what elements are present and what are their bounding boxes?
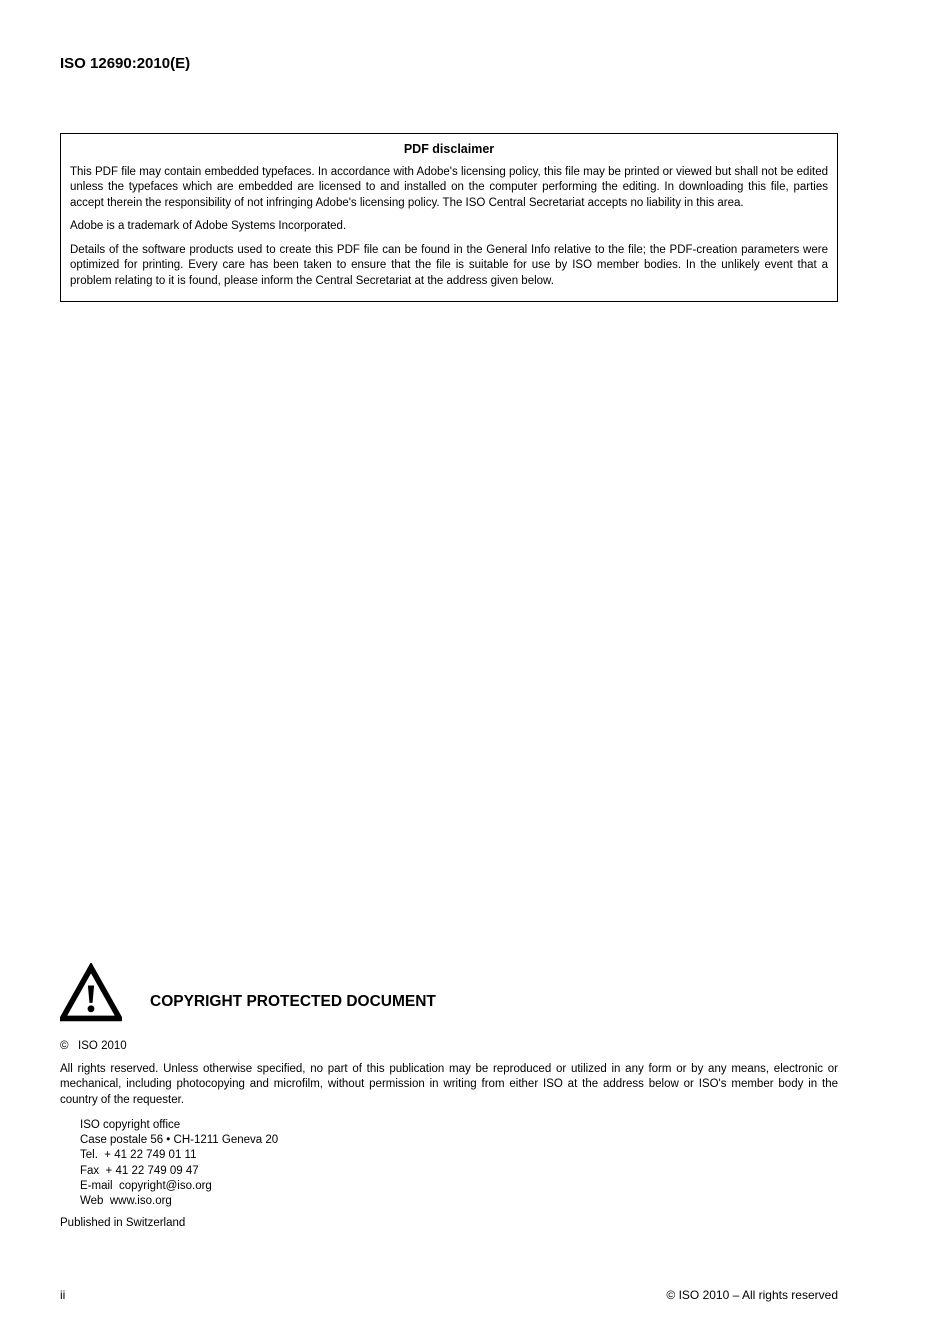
warning-triangle-icon xyxy=(60,963,122,1023)
copyright-notice: © ISO 2010 xyxy=(60,1040,127,1052)
address-line-web: Web www.iso.org xyxy=(80,1195,172,1208)
disclaimer-paragraph-2: Adobe is a trademark of Adobe Systems Incorporated. xyxy=(70,220,347,232)
disclaimer-paragraph-3: Details of the software products used to create this PDF file can be found in the General Info relative to the file; the PDF-creation parameters were optimized for printing. Every care has been taken to ensure that the file is suitable for use by ISO member bodies. In the unlikely event that a problem relating to it is found, please inform the Central Secretariat at the address given below. xyxy=(70,243,828,287)
address-line-fax: Fax + 41 22 749 09 47 xyxy=(80,1164,199,1177)
copyright-section xyxy=(60,963,838,1232)
copyright-body-text: All rights reserved. Unless otherwise specified, no part of this publication may be reproduced or utilized in any form or by any means, electronic or mechanical, including photocopying and microfilm, without permission in writing from either ISO at the address below or ISO's member body in the country of the requester. xyxy=(60,1062,838,1106)
address-line-telephone: Tel. + 41 22 749 01 11 xyxy=(80,1149,197,1162)
footer-copyright: © ISO 2010 – All rights reserved xyxy=(666,1288,838,1302)
address-line-email: E-mail copyright@iso.org xyxy=(80,1179,212,1192)
published-line: Published in Switzerland xyxy=(60,1217,186,1230)
page-footer xyxy=(60,1288,838,1302)
copyright-heading-row xyxy=(60,963,838,1023)
copyright-heading: COPYRIGHT PROTECTED DOCUMENT xyxy=(150,992,436,1010)
pdf-disclaimer-box xyxy=(60,133,838,302)
address-line-office: ISO copyright office xyxy=(80,1119,181,1131)
disclaimer-title: PDF disclaimer xyxy=(403,142,495,156)
document-header: ISO 12690:2010(E) xyxy=(60,55,191,72)
page-number: ii xyxy=(60,1288,66,1302)
disclaimer-paragraph-1: This PDF file may contain embedded typefaces. In accordance with Adobe's licensing policy, this file may be printed or viewed but shall not be edited unless the typefaces which are embedded are licensed to and installed on the computer performing the editing. In downloading this file, parties accept therein the responsibility of not infringing Adobe's licensing policy. The ISO Central Secretariat accepts no liability in this area. xyxy=(70,165,828,209)
address-block xyxy=(80,1118,838,1209)
address-line-postal: Case postale 56 • CH-1211 Geneva 20 xyxy=(80,1134,279,1147)
